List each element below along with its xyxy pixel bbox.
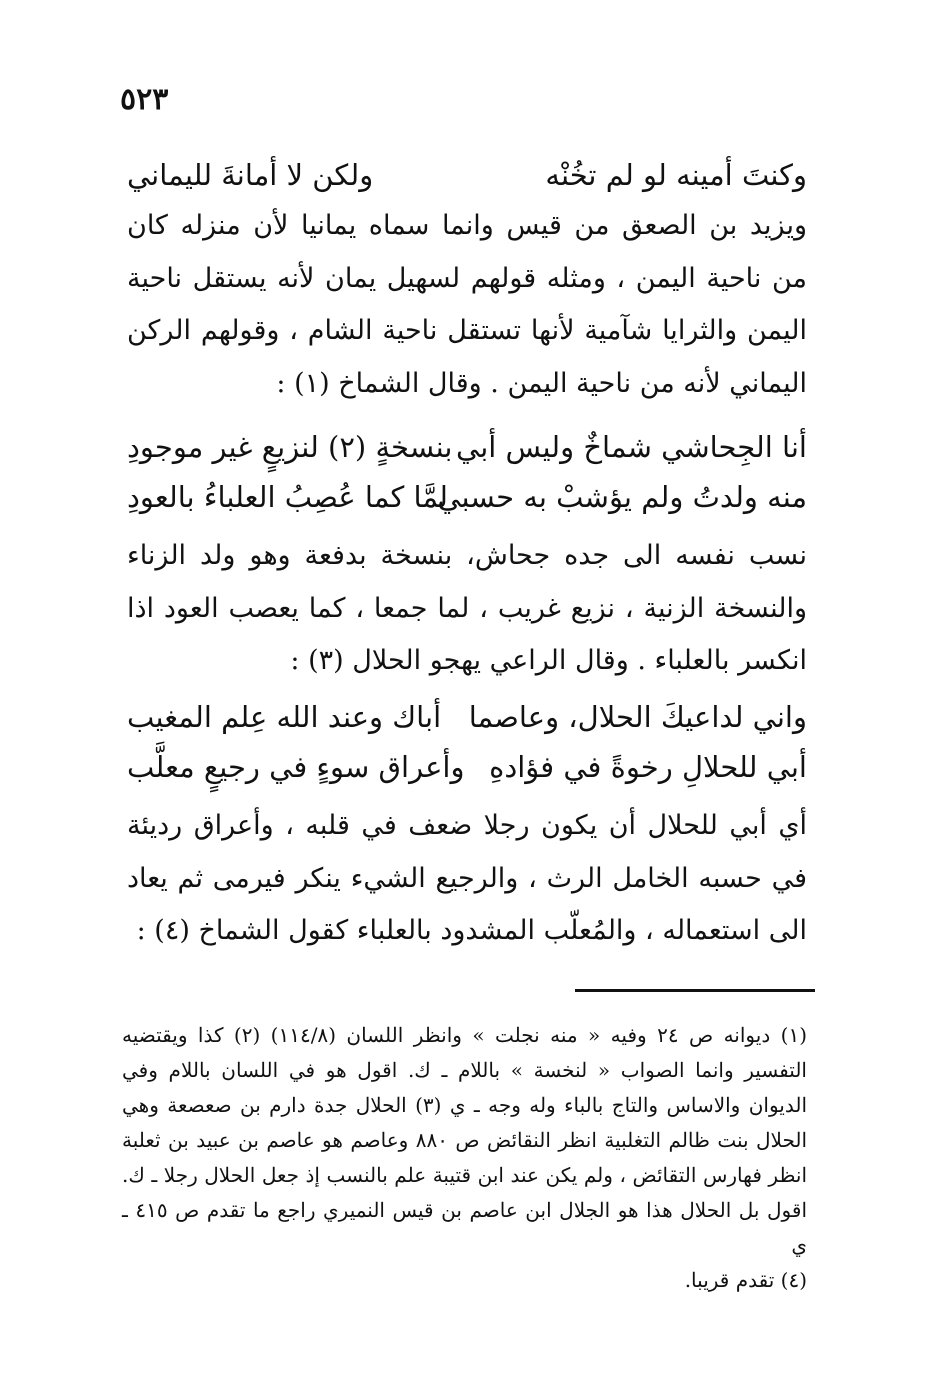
verse-1-first-hemistich: وكنتَ أمينه لو لم تخُنْه [545, 158, 807, 192]
verse-line-5 [127, 750, 807, 802]
verse-line-2 [127, 430, 807, 482]
footnotes [122, 1018, 807, 1298]
verse-line-4 [127, 700, 807, 752]
verse-3-first-hemistich: منه ولدتُ ولم يؤشبْ به حسبي [437, 480, 807, 514]
footnote-block-2: (٤) تقدم قريبا. [684, 1268, 807, 1292]
footnote-divider [575, 989, 815, 992]
verse-1-second-hemistich: ولكن لا أمانةَ لليماني [127, 158, 374, 192]
verse-2-first-hemistich: أنا الجِحاشي شماخٌ وليس أبي [456, 430, 807, 464]
paragraph-3: أي أبي للحلال أن يكون رجلا ضعف في قلبه ، وأعراق رديئة في حسبه الخامل الرث ، والرجيع الشيء ينكر فيرمى ثم يعاد الى استعماله ، والمُعلّب المشدود بالعلباء كقول الشماخ (٤) : [127, 810, 807, 946]
verse-5-first-hemistich: أبي للحلالِ رخوةً في فؤادهِ [489, 750, 807, 784]
verse-line-3 [127, 480, 807, 532]
verse-2-second-hemistich: بنسخةٍ (٢) لنزيعٍ غير موجودِ [127, 430, 453, 464]
paragraph-1: ويزيد بن الصعق من قيس وانما سماه يمانيا لأن منزله كان من ناحية اليمن ، ومثله قولهم لسهيل يمان لأنه يستقل ناحية اليمن والثرايا شآمية لأنها تستقل ناحية الشام ، وقولهم الركن اليماني لأنه من ناحية اليمن . وقال الشماخ (١) : [127, 210, 807, 399]
verse-3-second-hemistich: لمَّا كما عُصِبُ العلباءُ بالعودِ [127, 480, 448, 514]
verse-4-second-hemistich: أباك وعند الله عِلم المغيب [127, 700, 442, 734]
page-number: ٥٢٣ [120, 82, 169, 117]
paragraph-2: نسب نفسه الى جده جحاش، بنسخة بدفعة وهو ولد الزناء والنسخة الزنية ، نزيع غريب ، لما جمعا ، كما يعصب العود اذا انكسر بالعلباء . وقال الراعي يهجو الحلال (٣) : [127, 540, 807, 676]
footnote-block-1: (١) ديوانه ص ٢٤ وفيه « منه نجلت » وانظر اللسان (١١٤/٨) (٢) كذا ويقتضيه التفسير وانما الصواب « لنخسة » باللام ـ ك. اقول هو في اللسان باللام وفي الديوان والاساس والتاج بالباء وله وجه ـ ي (٣) الحلال جدة دارم بن صعصعة وهي الحلال بنت ظالم التغلبية انظر النقائض ص ٨٨٠ وعاصم هو عاصم بن عبيد بن ثعلبة انظر فهارس التقائض ، ولم يكن عند ابن قتيبة علم بالنسب إذ جعل الحلال رجلا ـ ك. اقول بل الحلال هذا هو الجلال ابن عاصم بن قيس النميري راجع ما تقدم ص ٤١٥ ـ ي [122, 1023, 808, 1257]
verse-4-first-hemistich: واني لداعيكَ الحلال، وعاصما [468, 700, 807, 734]
verse-5-second-hemistich: وأعراق سوءٍ في رجيعٍ معلَّب [127, 750, 465, 784]
